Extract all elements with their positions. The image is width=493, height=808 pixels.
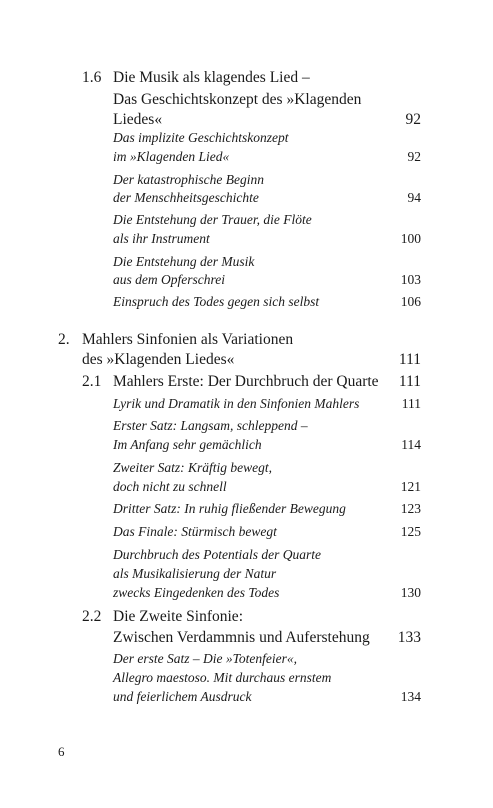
subentry-line: Zweiter Satz: Kräftig bewegt,: [113, 460, 273, 475]
section-number: 2.2: [82, 608, 102, 625]
subentry-line: Die Entstehung der Trauer, die Flöte: [113, 212, 312, 227]
chapter-title-line: Mahlers Sinfonien als Variationen: [82, 331, 294, 348]
subentry-line: im »Klagenden Lied«: [113, 149, 230, 164]
subentry-line: der Menschheitsgeschichte: [113, 190, 259, 205]
subentry-line: Erster Satz: Langsam, schleppend –: [113, 418, 308, 433]
page-number: 130: [400, 585, 421, 600]
subentry-line: Lyrik und Dramatik in den Sinfonien Mahlers: [113, 396, 360, 411]
section-title-line: Liedes«: [113, 111, 163, 128]
page-number: 125: [400, 524, 421, 539]
subentry-line: Das Finale: Stürmisch bewegt: [113, 524, 277, 539]
section-number: 1.6: [82, 69, 102, 86]
page-number: 94: [407, 190, 421, 205]
subentry-line: Die Entstehung der Musik: [113, 254, 255, 269]
page-number: 114: [401, 437, 421, 452]
page-number: 106: [400, 294, 421, 309]
chapter-number: 2.: [58, 331, 70, 348]
page-number: 111: [401, 396, 421, 411]
subentry-line: Durchbruch des Potentials der Quarte: [113, 547, 321, 562]
section-title-line: Die Zweite Sinfonie:: [113, 608, 243, 625]
subentry-line: Im Anfang sehr gemächlich: [113, 437, 262, 452]
subentry-line: aus dem Opferschrei: [113, 272, 225, 287]
page-number: 121: [400, 479, 421, 494]
page-number: 133: [397, 629, 421, 646]
chapter-title-line: des »Klagenden Liedes«: [82, 351, 235, 368]
page-number: 123: [400, 501, 421, 516]
folio-page-number: 6: [58, 744, 65, 759]
subentry-line: zwecks Eingedenken des Todes: [113, 585, 280, 600]
section-title-line: Mahlers Erste: Der Durchbruch der Quarte: [113, 373, 379, 390]
subentry-line: Der erste Satz – Die »Totenfeier«,: [113, 651, 297, 666]
subentry-line: Allegro maestoso. Mit durchaus ernstem: [113, 670, 332, 685]
subentry-line: doch nicht zu schnell: [113, 479, 227, 494]
subentry-line: als ihr Instrument: [113, 231, 210, 246]
page-number: 92: [405, 111, 421, 128]
subentry-line: Einspruch des Todes gegen sich selbst: [113, 294, 320, 309]
section-number: 2.1: [82, 373, 102, 390]
section-title-line: Die Musik als klagendes Lied –: [113, 69, 310, 86]
page-number: 103: [400, 272, 421, 287]
page-number: 134: [400, 689, 421, 704]
page-number: 100: [400, 231, 421, 246]
subentry-line: Der katastrophische Beginn: [113, 172, 264, 187]
subentry-line: Dritter Satz: In ruhig fließender Bewegung: [113, 501, 346, 516]
section-title-line: Das Geschichtskonzept des »Klagenden: [113, 91, 362, 108]
page-number: 111: [398, 373, 421, 390]
subentry-line: Das implizite Geschichtskonzept: [113, 130, 289, 145]
page-number: 92: [407, 149, 421, 164]
subentry-line: und feierlichem Ausdruck: [113, 689, 252, 704]
section-title-line: Zwischen Verdammnis und Auferstehung: [113, 629, 370, 646]
page-number: 111: [398, 351, 421, 368]
subentry-line: als Musikalisierung der Natur: [113, 566, 277, 581]
